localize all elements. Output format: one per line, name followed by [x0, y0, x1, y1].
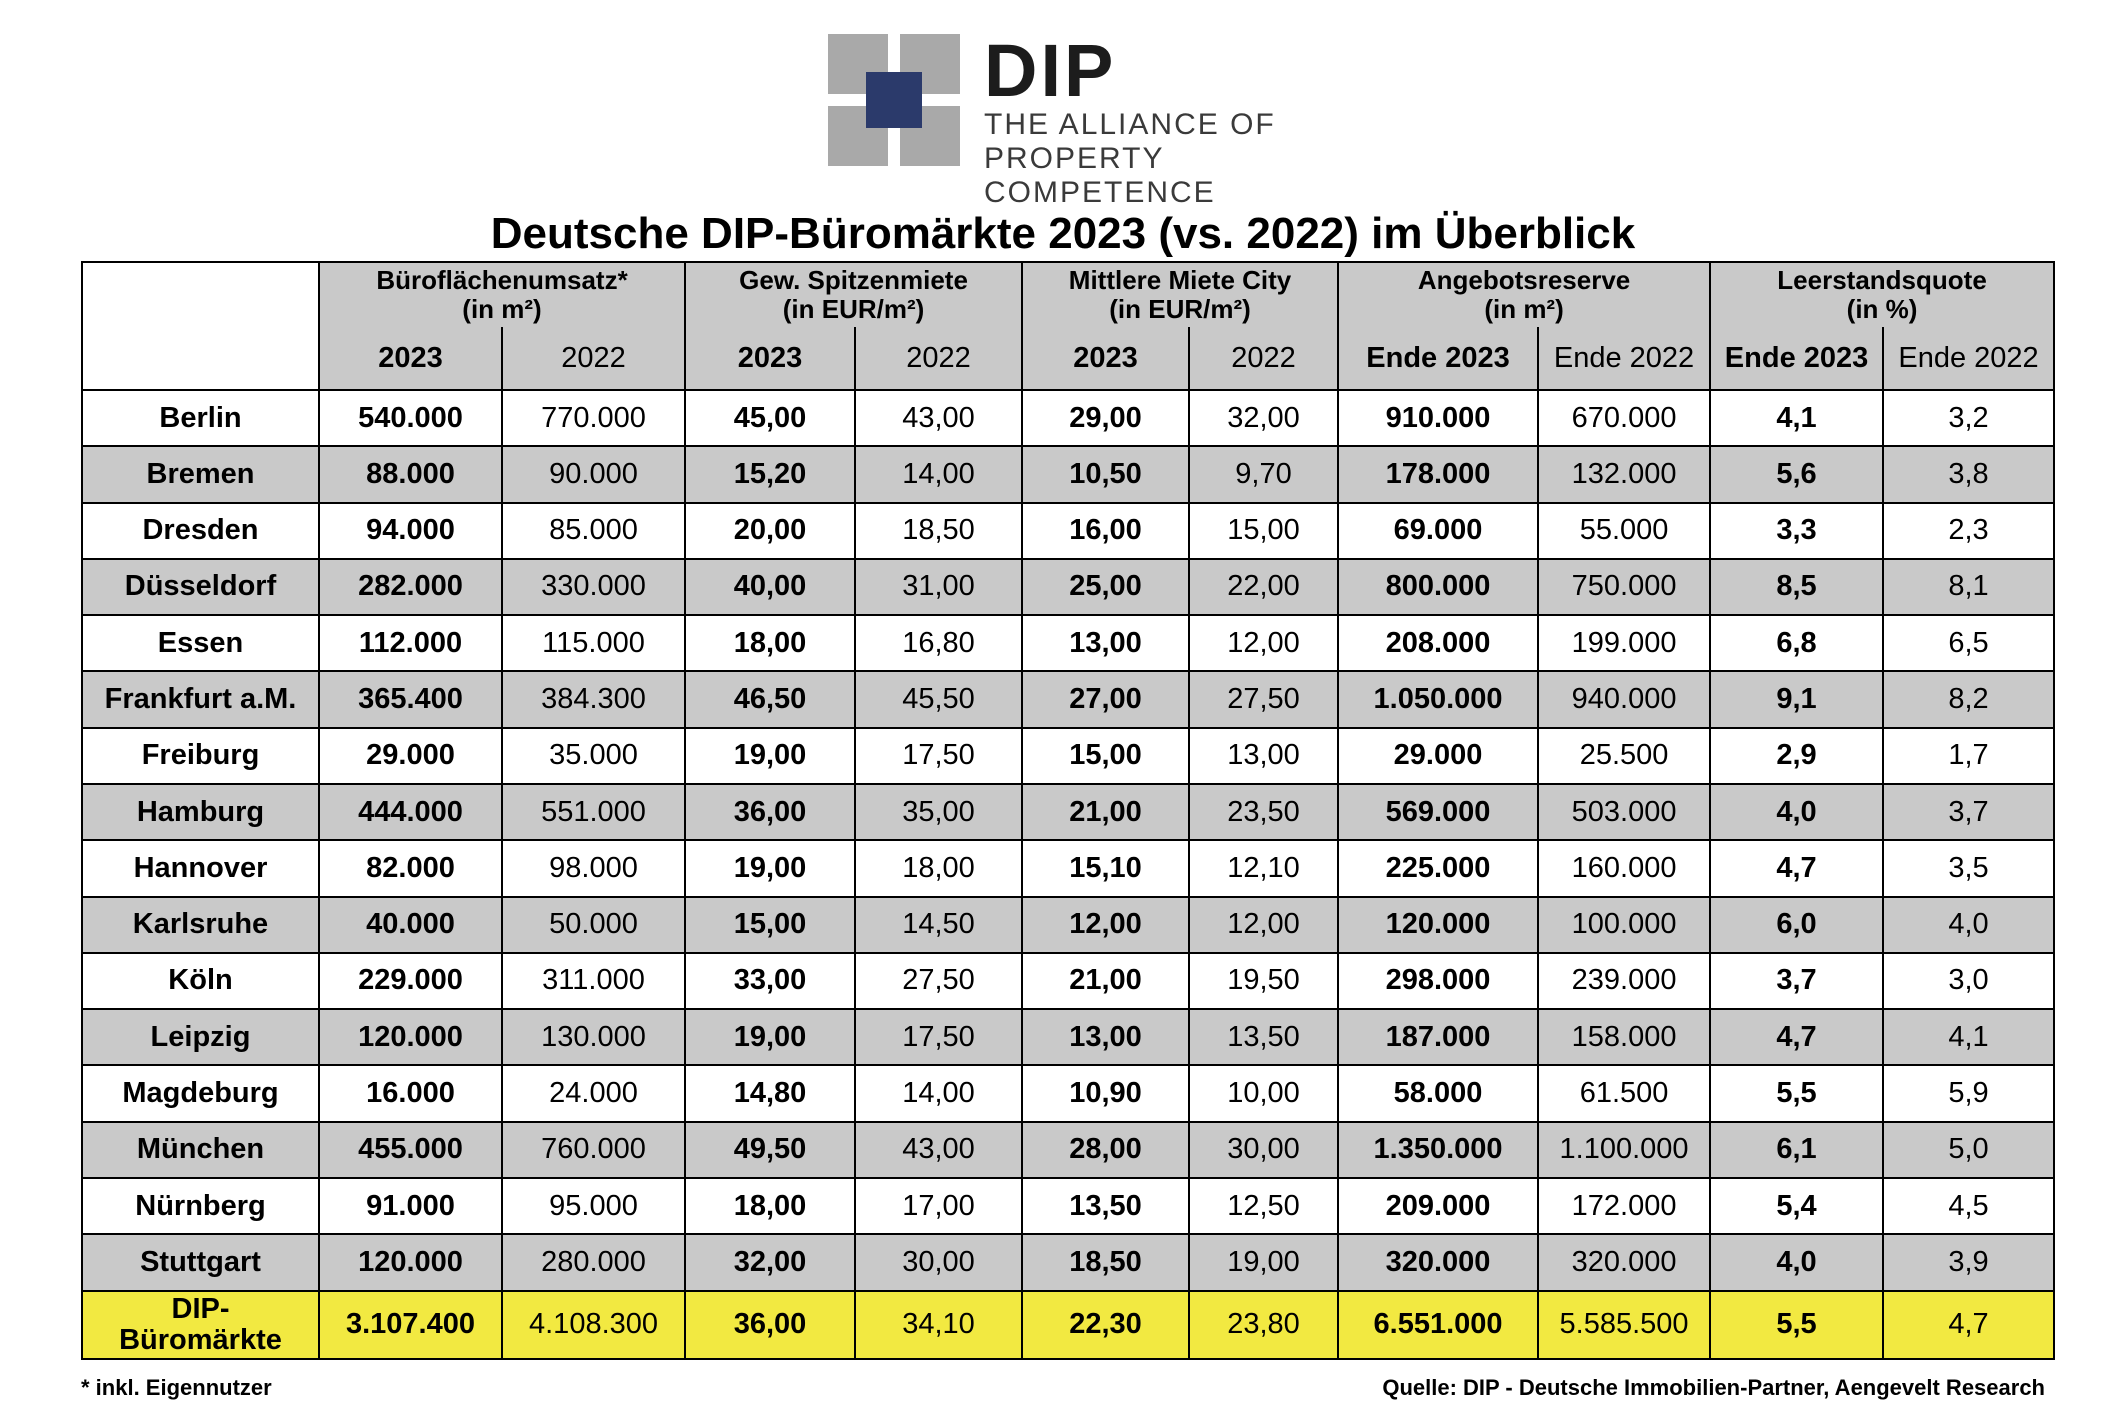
table-cell: 12,10: [1189, 840, 1338, 896]
column-group-header: [1338, 262, 1710, 327]
total-label-line2: Büromärkte: [119, 1323, 282, 1356]
table-cell: 20,00: [685, 503, 855, 559]
table-cell: 27,50: [1189, 671, 1338, 727]
total-cell: 4,7: [1883, 1291, 2054, 1360]
total-label-line1: DIP-: [171, 1292, 230, 1325]
table-cell: 2,9: [1710, 728, 1883, 784]
table-cell: 15,00: [1022, 728, 1189, 784]
table-cell: 172.000: [1538, 1178, 1710, 1234]
city-name: Köln: [82, 953, 319, 1009]
table-cell: 14,80: [685, 1065, 855, 1121]
table-cell: 13,50: [1189, 1009, 1338, 1065]
city-name: Hamburg: [82, 784, 319, 840]
table-cell: 24.000: [502, 1065, 685, 1121]
table-cell: 16,80: [855, 615, 1022, 671]
table-cell: 14,00: [855, 1065, 1022, 1121]
table-cell: 13,50: [1022, 1178, 1189, 1234]
table-cell: 3,3: [1710, 503, 1883, 559]
table-cell: 282.000: [319, 559, 502, 615]
table-cell: 3,2: [1883, 390, 2054, 446]
table-cell: 760.000: [502, 1122, 685, 1178]
table-cell: 130.000: [502, 1009, 685, 1065]
column-subheader: 2022: [1189, 327, 1338, 390]
table-cell: 19,00: [685, 728, 855, 784]
table-cell: 4,1: [1883, 1009, 2054, 1065]
table-cell: 46,50: [685, 671, 855, 727]
source-note: Quelle: DIP - Deutsche Immobilien-Partner, Aengevelt Research: [1382, 1375, 2045, 1400]
column-group-title: Angebotsreserve: [1417, 265, 1631, 295]
table-cell: 35,00: [855, 784, 1022, 840]
table-row: [82, 784, 2054, 840]
table-cell: 31,00: [855, 559, 1022, 615]
table-cell: 540.000: [319, 390, 502, 446]
table-cell: 25,00: [1022, 559, 1189, 615]
total-cell: 22,30: [1022, 1291, 1189, 1360]
table-cell: 19,00: [1189, 1234, 1338, 1290]
table-cell: 330.000: [502, 559, 685, 615]
table-row: [82, 897, 2054, 953]
table-cell: 4,7: [1710, 840, 1883, 896]
table-cell: 27,50: [855, 953, 1022, 1009]
column-subheader: 2022: [502, 327, 685, 390]
table-cell: 10,00: [1189, 1065, 1338, 1121]
table-cell: 209.000: [1338, 1178, 1538, 1234]
table-cell: 12,00: [1189, 897, 1338, 953]
table-cell: 298.000: [1338, 953, 1538, 1009]
city-name: Nürnberg: [82, 1178, 319, 1234]
table-row: [82, 671, 2054, 727]
total-cell: 36,00: [685, 1291, 855, 1360]
table-row: [82, 446, 2054, 502]
column-subheader: 2023: [319, 327, 502, 390]
table-cell: 2,3: [1883, 503, 2054, 559]
table-cell: 16,00: [1022, 503, 1189, 559]
table-cell: 61.500: [1538, 1065, 1710, 1121]
table-cell: 187.000: [1338, 1009, 1538, 1065]
table-cell: 45,50: [855, 671, 1022, 727]
table-cell: 3,9: [1883, 1234, 2054, 1290]
table-cell: 35.000: [502, 728, 685, 784]
table-cell: 14,50: [855, 897, 1022, 953]
total-row: [82, 1291, 2054, 1360]
city-name: Dresden: [82, 503, 319, 559]
table-cell: 384.300: [502, 671, 685, 727]
table-cell: 15,10: [1022, 840, 1189, 896]
table-cell: 18,00: [685, 615, 855, 671]
table-cell: 43,00: [855, 1122, 1022, 1178]
table-cell: 36,00: [685, 784, 855, 840]
table-cell: 8,2: [1883, 671, 2054, 727]
table-cell: 551.000: [502, 784, 685, 840]
total-cell: 5,5: [1710, 1291, 1883, 1360]
total-cell: 6.551.000: [1338, 1291, 1538, 1360]
table-cell: 4,0: [1710, 784, 1883, 840]
logo-tagline-line1: THE ALLIANCE OF: [984, 108, 1276, 141]
table-cell: 28,00: [1022, 1122, 1189, 1178]
table-cell: 90.000: [502, 446, 685, 502]
table-cell: 4,5: [1883, 1178, 2054, 1234]
table-cell: 120.000: [1338, 897, 1538, 953]
table-cell: 95.000: [502, 1178, 685, 1234]
table-cell: 29,00: [1022, 390, 1189, 446]
table-cell: 18,00: [855, 840, 1022, 896]
table-cell: 98.000: [502, 840, 685, 896]
table-row: [82, 953, 2054, 1009]
table-row: [82, 615, 2054, 671]
table-cell: 12,00: [1022, 897, 1189, 953]
table-cell: 6,8: [1710, 615, 1883, 671]
table-cell: 208.000: [1338, 615, 1538, 671]
column-group-header: [319, 262, 685, 327]
table-row: [82, 1234, 2054, 1290]
column-subheader: Ende 2022: [1883, 327, 2054, 390]
total-cell: 34,10: [855, 1291, 1022, 1360]
table-cell: 49,50: [685, 1122, 855, 1178]
table-cell: 158.000: [1538, 1009, 1710, 1065]
table-cell: 12,00: [1189, 615, 1338, 671]
column-subheader: Ende 2022: [1538, 327, 1710, 390]
table-cell: 10,90: [1022, 1065, 1189, 1121]
dip-logo-mark-icon: [828, 34, 960, 166]
table-cell: 770.000: [502, 390, 685, 446]
table-cell: 13,00: [1022, 1009, 1189, 1065]
table-cell: 85.000: [502, 503, 685, 559]
table-cell: 29.000: [319, 728, 502, 784]
table-cell: 10,50: [1022, 446, 1189, 502]
table-cell: 40.000: [319, 897, 502, 953]
office-market-table: [81, 261, 2055, 1360]
table-cell: 365.400: [319, 671, 502, 727]
table-cell: 6,5: [1883, 615, 2054, 671]
table-cell: 55.000: [1538, 503, 1710, 559]
city-name: Leipzig: [82, 1009, 319, 1065]
header-corner: [82, 262, 319, 390]
table-cell: 3,7: [1883, 784, 2054, 840]
logo-tagline-line2: PROPERTY COMPETENCE: [984, 142, 1216, 209]
table-cell: 43,00: [855, 390, 1022, 446]
table-cell: 8,5: [1710, 559, 1883, 615]
table-row: [82, 390, 2054, 446]
column-group-header: [1022, 262, 1338, 327]
table-cell: 503.000: [1538, 784, 1710, 840]
column-group-header: [685, 262, 1022, 327]
city-name: Magdeburg: [82, 1065, 319, 1121]
table-cell: 14,00: [855, 446, 1022, 502]
column-group-title: Gew. Spitzenmiete: [739, 265, 968, 295]
table-cell: 1.050.000: [1338, 671, 1538, 727]
table-cell: 1,7: [1883, 728, 2054, 784]
column-group-title: Leerstandsquote: [1777, 265, 1987, 295]
table-cell: 25.500: [1538, 728, 1710, 784]
table-cell: 45,00: [685, 390, 855, 446]
table-row: [82, 840, 2054, 896]
city-name: München: [82, 1122, 319, 1178]
table-cell: 4,7: [1710, 1009, 1883, 1065]
table-cell: 750.000: [1538, 559, 1710, 615]
total-cell: 4.108.300: [502, 1291, 685, 1360]
table-cell: 17,50: [855, 728, 1022, 784]
table-cell: 132.000: [1538, 446, 1710, 502]
city-name: Hannover: [82, 840, 319, 896]
city-name: Bremen: [82, 446, 319, 502]
table-cell: 280.000: [502, 1234, 685, 1290]
footnote: * inkl. Eigennutzer: [81, 1375, 272, 1400]
city-name: Essen: [82, 615, 319, 671]
table-cell: 120.000: [319, 1234, 502, 1290]
table-cell: 160.000: [1538, 840, 1710, 896]
column-group-unit: (in EUR/m²): [782, 294, 925, 324]
table-row: [82, 503, 2054, 559]
table-cell: 940.000: [1538, 671, 1710, 727]
table-cell: 23,50: [1189, 784, 1338, 840]
table-cell: 5,0: [1883, 1122, 2054, 1178]
table-cell: 4,0: [1710, 1234, 1883, 1290]
table-cell: 32,00: [685, 1234, 855, 1290]
table-cell: 4,1: [1710, 390, 1883, 446]
table-row: [82, 728, 2054, 784]
table-cell: 12,50: [1189, 1178, 1338, 1234]
logo-name: DIP: [984, 29, 1117, 112]
table-cell: 120.000: [319, 1009, 502, 1065]
table-cell: 16.000: [319, 1065, 502, 1121]
table-cell: 22,00: [1189, 559, 1338, 615]
total-label: [82, 1291, 319, 1360]
column-group-unit: (in m²): [1484, 294, 1564, 324]
table-cell: 5,5: [1710, 1065, 1883, 1121]
city-name: Freiburg: [82, 728, 319, 784]
table-cell: 444.000: [319, 784, 502, 840]
column-group-title: Büroflächenumsatz*: [376, 265, 628, 295]
table-cell: 100.000: [1538, 897, 1710, 953]
table-row: [82, 1122, 2054, 1178]
table-cell: 320.000: [1338, 1234, 1538, 1290]
table-cell: 229.000: [319, 953, 502, 1009]
table-cell: 6,1: [1710, 1122, 1883, 1178]
table-cell: 9,1: [1710, 671, 1883, 727]
table-row: [82, 559, 2054, 615]
column-group-header: [1710, 262, 2054, 327]
city-name: Düsseldorf: [82, 559, 319, 615]
city-name: Frankfurt a.M.: [82, 671, 319, 727]
table-cell: 88.000: [319, 446, 502, 502]
table-cell: 311.000: [502, 953, 685, 1009]
table-cell: 21,00: [1022, 784, 1189, 840]
column-subheader: Ende 2023: [1338, 327, 1538, 390]
table-cell: 19,50: [1189, 953, 1338, 1009]
table-cell: 4,0: [1883, 897, 2054, 953]
page-title: Deutsche DIP-Büromärkte 2023 (vs. 2022) im Überblick: [490, 209, 1636, 258]
table-cell: 5,9: [1883, 1065, 2054, 1121]
table-cell: 910.000: [1338, 390, 1538, 446]
table-cell: 21,00: [1022, 953, 1189, 1009]
table-cell: 13,00: [1189, 728, 1338, 784]
table-cell: 30,00: [855, 1234, 1022, 1290]
table-cell: 58.000: [1338, 1065, 1538, 1121]
city-name: Karlsruhe: [82, 897, 319, 953]
table-cell: 455.000: [319, 1122, 502, 1178]
table-cell: 320.000: [1538, 1234, 1710, 1290]
table-cell: 225.000: [1338, 840, 1538, 896]
column-subheader: Ende 2023: [1710, 327, 1883, 390]
table-cell: 29.000: [1338, 728, 1538, 784]
table-cell: 8,1: [1883, 559, 2054, 615]
table-cell: 800.000: [1338, 559, 1538, 615]
table-row: [82, 1178, 2054, 1234]
table-cell: 115.000: [502, 615, 685, 671]
table-cell: 30,00: [1189, 1122, 1338, 1178]
column-group-unit: (in m²): [462, 294, 542, 324]
table-cell: 112.000: [319, 615, 502, 671]
table-cell: 15,20: [685, 446, 855, 502]
table-cell: 3,8: [1883, 446, 2054, 502]
column-group-unit: (in EUR/m²): [1109, 294, 1251, 324]
table-cell: 3,5: [1883, 840, 2054, 896]
table-row: [82, 1009, 2054, 1065]
table-cell: 91.000: [319, 1178, 502, 1234]
table-cell: 569.000: [1338, 784, 1538, 840]
column-subheader: 2022: [855, 327, 1022, 390]
table-cell: 6,0: [1710, 897, 1883, 953]
column-group-title: Mittlere Miete City: [1068, 265, 1292, 295]
table-cell: 94.000: [319, 503, 502, 559]
table-cell: 18,50: [855, 503, 1022, 559]
table-cell: 33,00: [685, 953, 855, 1009]
table-cell: 50.000: [502, 897, 685, 953]
table-cell: 15,00: [685, 897, 855, 953]
table-cell: 27,00: [1022, 671, 1189, 727]
total-cell: 5.585.500: [1538, 1291, 1710, 1360]
column-subheader: 2023: [1022, 327, 1189, 390]
table-cell: 199.000: [1538, 615, 1710, 671]
table-cell: 1.350.000: [1338, 1122, 1538, 1178]
table-cell: 40,00: [685, 559, 855, 615]
dip-logo: [828, 29, 1388, 209]
table-cell: 32,00: [1189, 390, 1338, 446]
table-cell: 17,00: [855, 1178, 1022, 1234]
table-row: [82, 1065, 2054, 1121]
table-cell: 15,00: [1189, 503, 1338, 559]
table-cell: 5,6: [1710, 446, 1883, 502]
city-name: Stuttgart: [82, 1234, 319, 1290]
table-cell: 239.000: [1538, 953, 1710, 1009]
table-cell: 5,4: [1710, 1178, 1883, 1234]
table-cell: 670.000: [1538, 390, 1710, 446]
table-cell: 19,00: [685, 840, 855, 896]
table-cell: 13,00: [1022, 615, 1189, 671]
total-cell: 3.107.400: [319, 1291, 502, 1360]
table-cell: 9,70: [1189, 446, 1338, 502]
table-cell: 18,00: [685, 1178, 855, 1234]
table-cell: 178.000: [1338, 446, 1538, 502]
table-cell: 3,7: [1710, 953, 1883, 1009]
column-group-unit: (in %): [1846, 294, 1918, 324]
table-cell: 3,0: [1883, 953, 2054, 1009]
table-cell: 69.000: [1338, 503, 1538, 559]
table-cell: 18,50: [1022, 1234, 1189, 1290]
table-cell: 1.100.000: [1538, 1122, 1710, 1178]
table-cell: 19,00: [685, 1009, 855, 1065]
table-cell: 82.000: [319, 840, 502, 896]
city-name: Berlin: [82, 390, 319, 446]
total-cell: 23,80: [1189, 1291, 1338, 1360]
column-subheader: 2023: [685, 327, 855, 390]
table-cell: 17,50: [855, 1009, 1022, 1065]
